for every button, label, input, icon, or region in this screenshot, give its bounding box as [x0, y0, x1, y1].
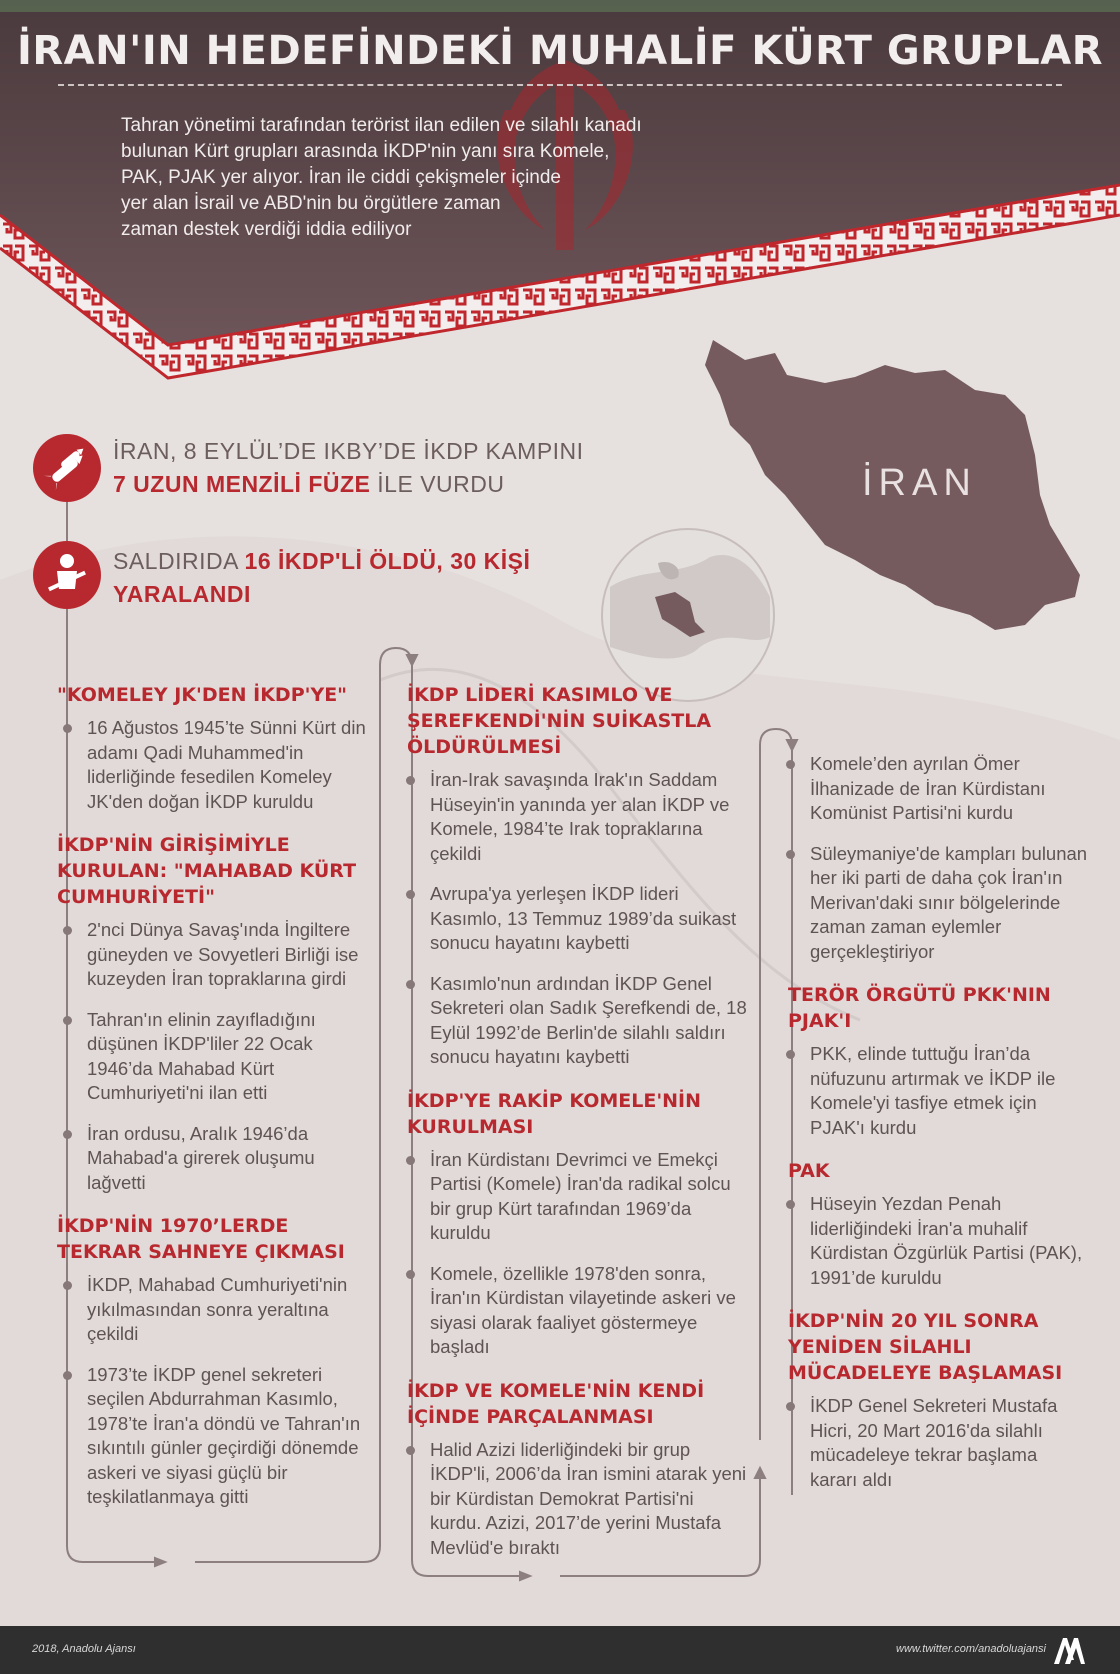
section-assassinations	[407, 682, 747, 1070]
section-pak	[788, 1158, 1088, 1290]
intro-line: PAK, PJAK yer alıyor. İran ile ciddi çekişmeler içinde	[121, 167, 561, 188]
list-item: Halid Azizi liderliğindeki bir grup İKDP'li, 2006’da İran ismini atarak yeni bir Kürdistan Demokrat Partisi'ni kurdu. Azizi, 2017’de yerini Mustafa Mevlüd'e bıraktı	[412, 1438, 747, 1561]
section-pjak	[788, 982, 1088, 1140]
section-title: TERÖR ÖRGÜTÜ PKK'NIN PJAK'I	[788, 984, 1051, 1032]
list-item: İran ordusu, Aralık 1946’da Mahabad'a girerek oluşumu lağvetti	[69, 1122, 377, 1196]
list-item: İran Kürdistanı Devrimci ve Emekçi Partisi (Komele) İran'da radikal solcu bir grup Kürt tarafından 1969’da kuruldu	[412, 1148, 747, 1246]
fact-highlight: YARALANDI	[113, 581, 251, 607]
anadolu-logo-icon	[1052, 1634, 1086, 1666]
fact-highlight: 16 İKDP'Lİ ÖLDÜ, 30 KİŞİ	[244, 548, 531, 574]
fact-text: SALDIRIDA	[113, 548, 245, 574]
list-item: Süleymaniye'de kampları bulunan her iki parti de daha çok İran'ın Merivan'daki sınır bölgelerinde zaman zaman eylemler gerçekleştiriyor	[792, 842, 1088, 965]
section-title: PAK	[788, 1160, 830, 1182]
footer-bar	[0, 1626, 1120, 1674]
intro-line: yer alan İsrail ve ABD'nin bu örgütlere zaman	[121, 193, 501, 214]
iran-map-label: İRAN	[862, 462, 977, 504]
list-item: İran-Irak savaşında Irak'ın Saddam Hüseyin'in yanında yer alan İKDP ve Komele, 1984’te Irak topraklarına çekildi	[412, 768, 747, 866]
section-title: İKDP LİDERİ KASIMLO VE ŞEREFKENDİ'NİN SUİKASTLA ÖLDÜRÜLMESİ	[407, 684, 712, 758]
list-item: 1973’te İKDP genel sekreteri seçilen Abdurrahman Kasımlo, 1978’te İran'a döndü ve Tahran'ın sıkıntılı günler geçirdiği dönemde askeri ve siyasi güçlü bir teşkilatlanmaya gitti	[69, 1363, 377, 1510]
section-title: İKDP'YE RAKİP KOMELE'NİN KURULMASI	[407, 1089, 702, 1138]
intro-line: Tahran yönetimi tarafından terörist ilan edilen ve silahlı kanadı	[121, 115, 642, 136]
list-item: Komele, özellikle 1978'den sonra, İran'ın Kürdistan vilayetinde askeri ve siyasi olarak faaliyet göstermeye başladı	[412, 1262, 747, 1360]
fact-line: İRAN, 8 EYLÜL’DE IKBY’DE İKDP KAMPINI	[113, 438, 584, 464]
section-armed-struggle	[788, 1308, 1088, 1492]
section-komeley	[57, 682, 377, 814]
section-title: "KOMELEY JK'DEN İKDP'YE"	[57, 684, 348, 706]
intro-line: bulunan Kürt grupları arasında İKDP'nin yanı sıra Komele,	[121, 141, 610, 162]
list-item: Kasımlo'nun ardından İKDP Genel Sekreteri olan Sadık Şerefkendi de, 18 Eylül 1992’de Berlin'de silahlı saldırı sonucu hayatını kaybetti	[412, 972, 747, 1070]
section-title: İKDP'NİN GİRİŞİMİYLE KURULAN: "MAHABAD KÜRT CUMHURİYETİ"	[57, 834, 357, 908]
timeline-column-1	[57, 682, 377, 1520]
timeline-column-2	[407, 682, 747, 1570]
intro-line: zaman destek verdiği iddia ediliyor	[121, 219, 412, 240]
footer-copyright: 2018, Anadolu Ajansı	[32, 1643, 136, 1655]
section-1970s	[57, 1213, 377, 1510]
list-item: PKK, elinde tuttuğu İran’da nüfuzunu artırmak ve İKDP ile Komele'yi tasfiye etmek için PJAK'ı kurdu	[792, 1042, 1088, 1140]
list-item: 2'nci Dünya Savaş'ında İngiltere güneyden ve Sovyetleri Birliği ise kuzeyden İran topraklarına girdi	[69, 918, 377, 992]
list-item: Komele’den ayrılan Ömer İlhanizade de İran Kürdistanı Komünist Partisi'ni kurdu	[792, 752, 1088, 826]
list-item: Avrupa'ya yerleşen İKDP lideri Kasımlo, 13 Temmuz 1989’da suikast sonucu hayatını kaybetti	[412, 882, 747, 956]
section-title: İKDP'NİN 20 YIL SONRA YENİDEN SİLAHLI MÜCADELEYE BAŞLAMASI	[788, 1310, 1063, 1384]
list-item: Hüseyin Yezdan Penah liderliğindeki İran'a muhalif Kürdistan Özgürlük Partisi (PAK), 1991’de kuruldu	[792, 1192, 1088, 1290]
footer-twitter-link[interactable]: www.twitter.com/anadoluajansi	[896, 1643, 1046, 1655]
section-komele-split	[788, 752, 1088, 964]
section-title: İKDP VE KOMELE'NİN KENDİ İÇİNDE PARÇALANMASI	[407, 1379, 705, 1428]
list-item: Tahran'ın elinin zayıfladığını düşünen İKDP'liler 22 Ocak 1946’da Mahabad Kürt Cumhuriyeti'ni ilan etti	[69, 1008, 377, 1106]
fact-text: İLE VURDU	[370, 471, 505, 497]
section-title: İKDP'NİN 1970’LERDE TEKRAR SAHNEYE ÇIKMASI	[57, 1215, 345, 1263]
list-item: İKDP, Mahabad Cumhuriyeti'nin yıkılmasından sonra yeraltına çekildi	[69, 1273, 377, 1347]
section-mahabad	[57, 832, 377, 1195]
section-komele-founding	[407, 1088, 747, 1360]
page-title: İRAN'IN HEDEFİNDEKİ MUHALİF KÜRT GRUPLAR	[17, 28, 1103, 74]
list-item: İKDP Genel Sekreteri Mustafa Hicri, 20 Mart 2016'da silahlı mücadeleye tekrar başlama kararı aldı	[792, 1394, 1088, 1492]
list-item: 16 Ağustos 1945’te Sünni Kürt din adamı Qadi Muhammed'in liderliğinde fesedilen Komeley JK'den doğan İKDP kuruldu	[69, 716, 377, 814]
timeline-column-3	[788, 752, 1088, 1502]
section-split	[407, 1378, 747, 1561]
fact-highlight: 7 UZUN MENZİLİ FÜZE	[113, 471, 371, 497]
